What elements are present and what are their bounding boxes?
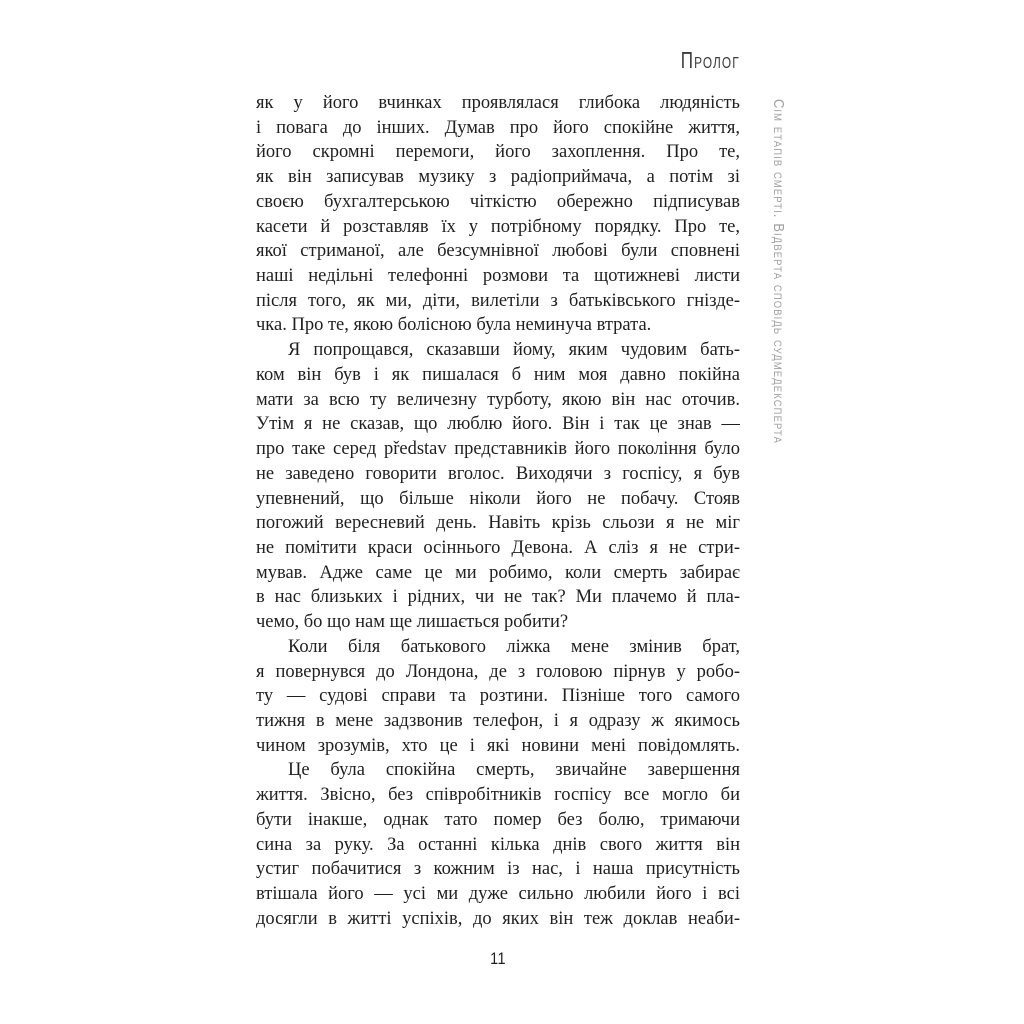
paragraph	[256, 635, 740, 759]
page-number: 11	[490, 949, 506, 968]
text-line: касети й розставляв їх у потрібному порядку. Про те,	[256, 216, 740, 237]
paragraph	[256, 91, 740, 338]
text-line: якої стриманої, але безсумнівної любові були сповнені	[256, 241, 740, 262]
chapter-running-head: Пролог	[680, 47, 740, 73]
text-line: погожий вересневий день. Навіть крізь сльози я не міг	[256, 513, 740, 534]
text-line: тижня в мене задзвонив телефон, і я одразу ж якимось	[256, 710, 740, 731]
book-title-side-caption: Сім етапів смерті. Відверта сповідь судмедексперта	[770, 99, 787, 445]
paragraph	[256, 758, 740, 931]
text-line: Коли біля батькового ліжка мене змінив брат,	[288, 636, 740, 657]
text-line: життя. Звісно, без співробітників госпісу все могло би	[256, 785, 740, 806]
text-line: не заведено говорити вголос. Виходячи з госпісу, я був	[256, 463, 740, 484]
text-line: досягли в житті успіхів, до яких він теж доклав неаби-	[256, 908, 740, 929]
text-line: своєю бухгалтерською чіткістю обережно підписував	[256, 191, 740, 212]
text-line: ком він був і як пишалася б ним моя давно покійна	[256, 364, 740, 385]
paragraph	[256, 338, 740, 635]
text-line: упевнений, що більше ніколи його не побачу. Стояв	[256, 488, 740, 509]
text-line: і повага до інших. Думав про його спокійне життя,	[256, 117, 740, 138]
text-line: в нас близьких і рідних, чи не так? Ми плачемо й пла-	[256, 587, 740, 608]
text-line: устиг побачитися з кожним із нас, і наша присутність	[256, 859, 740, 880]
text-line: бути інакше, однак тато помер без болю, тримаючи	[256, 809, 740, 830]
text-line: Утім я не сказав, що люблю його. Він і так це знав —	[256, 414, 740, 435]
text-line: не помітити краси осіннього Девона. А сліз я не стри-	[256, 537, 740, 558]
text-line: втішала його — усі ми дуже сильно любили його і всі	[256, 884, 740, 904]
text-line: Я попрощався, сказавши йому, яким чудовим бать-	[288, 340, 740, 361]
text-line: мував. Адже саме це ми робимо, коли смерть забирає	[256, 562, 740, 583]
text-line: сина за руку. За останні кілька днів свого життя він	[256, 834, 740, 855]
text-line: мати за всю ту величезну турботу, якою він нас оточив.	[256, 389, 740, 410]
text-line: чка. Про те, якою болісною була неминуча втрата.	[256, 315, 652, 336]
text-line: як він записував музику з радіоприймача, а потім зі	[256, 167, 740, 188]
text-line: чином зрозумів, хто це і які новини мені повідомлять.	[256, 735, 740, 756]
text-line: ту — судові справи та розтини. Пізніше того самого	[256, 686, 740, 707]
text-line: про таке серед představ представників його покоління було	[256, 439, 740, 460]
text-line: чемо, бо що нам ще лишається робити?	[256, 612, 569, 633]
text-line: наші недільні телефонні розмови та щотижневі листи	[256, 266, 740, 287]
text-line: його скромні перемоги, його захоплення. Про те,	[256, 142, 740, 163]
text-line: Це була спокійна смерть, звичайне завершення	[288, 760, 740, 781]
body-text	[256, 91, 740, 931]
text-line: після того, як ми, діти, вилетіли з батьківського гнізде-	[256, 290, 740, 311]
text-line: як у його вчинках проявлялася глибока людяність	[256, 93, 740, 113]
text-line: я повернувся до Лондона, де з головою пірнув у робо-	[256, 661, 740, 682]
